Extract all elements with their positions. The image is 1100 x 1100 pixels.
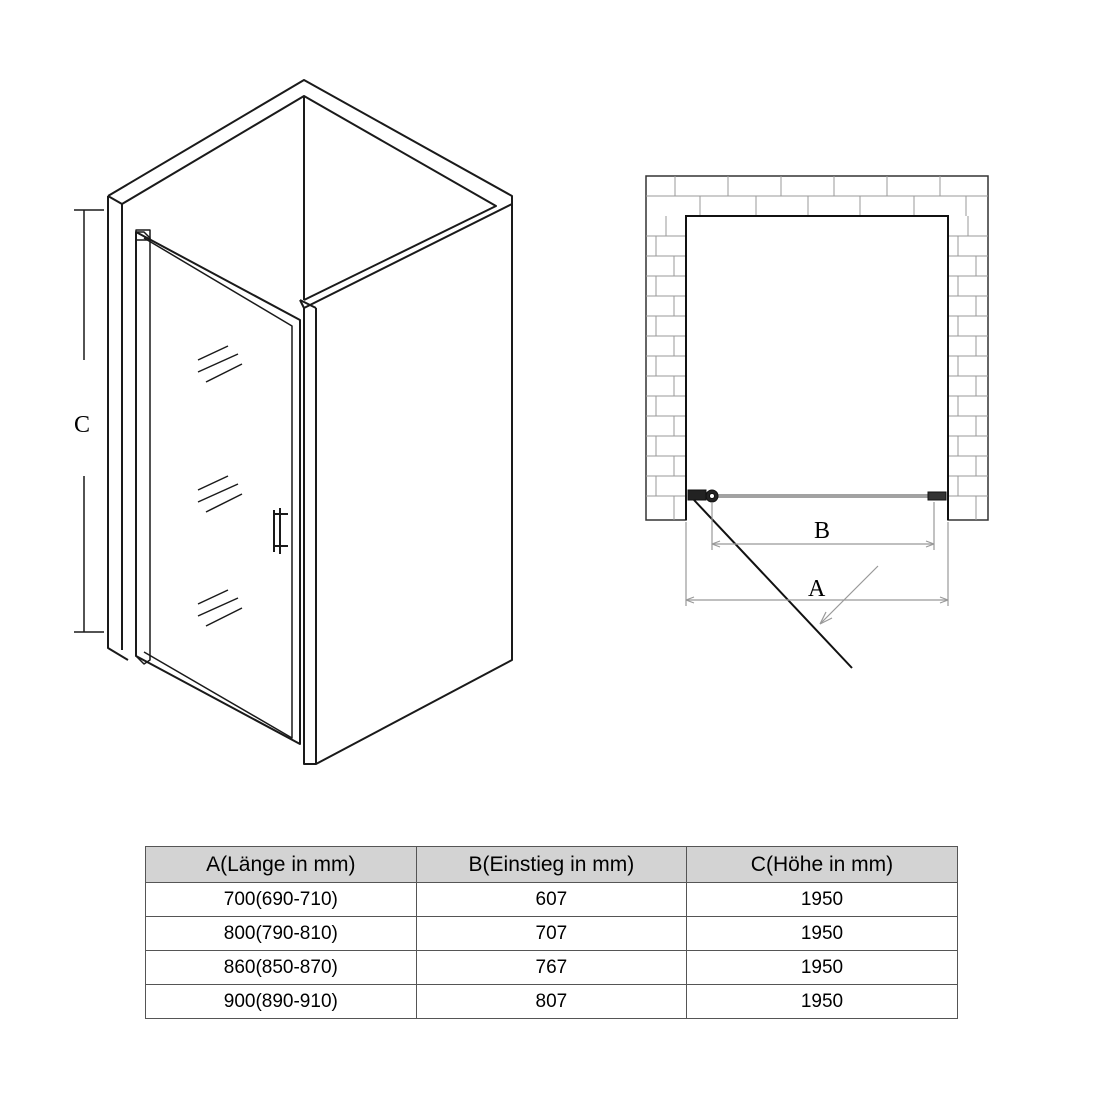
table-cell: 607 (416, 883, 687, 917)
table-row (146, 951, 958, 985)
table-cell: 800(790-810) (146, 917, 417, 951)
table-cell: 860(850-870) (146, 951, 417, 985)
table-cell: 707 (416, 917, 687, 951)
table-cell: 767 (416, 951, 687, 985)
length-label-a: A (808, 576, 826, 602)
left-wall-outline (108, 196, 128, 660)
brick-pattern (646, 176, 988, 520)
header-length: A(Länge in mm) (146, 847, 417, 883)
table-row (146, 917, 958, 951)
table-cell: 700(690-710) (146, 883, 417, 917)
niche-3d-view (108, 80, 512, 764)
door-handle (274, 508, 288, 554)
table-cell: 807 (416, 985, 687, 1019)
brick-wall-outline (646, 176, 988, 520)
header-entry: B(Einstieg in mm) (416, 847, 687, 883)
hinge-fitting (688, 490, 718, 502)
niche-top-outline (108, 80, 512, 308)
table-cell: 1950 (687, 985, 958, 1019)
table-cell: 1950 (687, 883, 958, 917)
hinge-profile (136, 232, 150, 664)
header-height: C(Höhe in mm) (687, 847, 958, 883)
table-header-row (146, 847, 958, 883)
dimension-table (145, 846, 958, 1019)
glass-reflection-marks (198, 346, 242, 626)
door-glass-edge (144, 238, 292, 738)
niche-inner-outline (686, 216, 948, 520)
table-cell: 1950 (687, 951, 958, 985)
latch-fitting (928, 492, 946, 500)
swing-arrow (820, 566, 878, 624)
height-label-c: C (74, 412, 91, 438)
niche-top-inner (122, 96, 496, 300)
table-cell: 900(890-910) (146, 985, 417, 1019)
right-wall-outline (300, 196, 512, 764)
table-cell: 1950 (687, 917, 958, 951)
plan-view (646, 176, 988, 668)
entry-label-b: B (814, 518, 831, 544)
table-row (146, 883, 958, 917)
table-row (146, 985, 958, 1019)
door-frame-outer (136, 232, 300, 744)
